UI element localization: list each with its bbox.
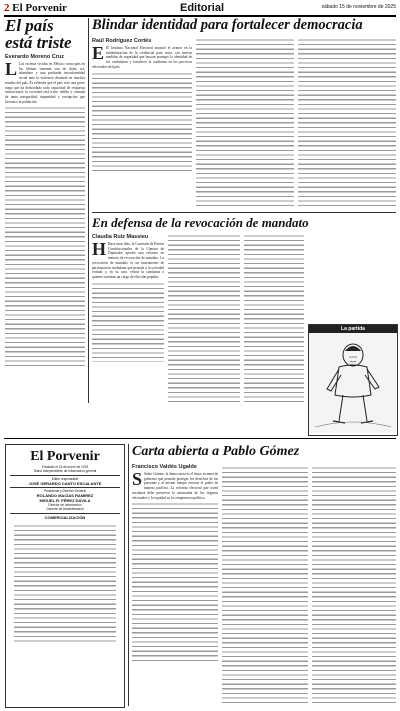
- newspaper-name: El Porvenir: [12, 2, 67, 14]
- center-article-text: El Instituto Nacional Electoral anunció el avance en la modernización de la credencial para votar, con nuevas medidas de seguridad que buscan proteger la identidad de los ciudadanos y fortalecer la confianza en los procesos electorales del país.: [92, 46, 192, 69]
- center-text-continuation-2: [196, 38, 294, 206]
- masthead-president-name: ROLANDO MACÍAS RAMÍREZ: [36, 493, 94, 499]
- revocacion-text: Hace unos días, la Comisión de Puntos Constitucionales de la Cámara de Diputados aprobó una reforma en materia de revocación de mandato. La revocación de mandato es un instrumento de participación ciudadana que permite a la sociedad evaluar y, en su caso, retirar la confianza a quienes ostentan un cargo de elección popular.: [92, 242, 164, 279]
- left-article-body: [5, 62, 85, 402]
- page-header-left: [4, 2, 67, 14]
- center-article-body-col2: [196, 38, 294, 206]
- masthead-fine-print-lines: [14, 524, 116, 644]
- masthead-logo: El Porvenir: [30, 449, 100, 464]
- masthead-admin-title: Gerente de Administración: [46, 507, 84, 512]
- bottom-article-body-col3: [312, 466, 396, 706]
- bottom-text-continuation-1: [132, 502, 218, 662]
- revocacion-text-continuation-3: [244, 234, 304, 404]
- left-article-text-continuation: [5, 106, 85, 366]
- masthead-separator: [10, 475, 120, 476]
- revocacion-headline: En defensa de la revocación de mandato: [92, 215, 309, 230]
- center-text-continuation-3: [298, 38, 396, 206]
- masthead-editor-name: JOSÉ GERARDO CANTÚ ESCALANTE: [28, 480, 102, 486]
- left-dropcap: L: [5, 62, 18, 79]
- bottom-article-text: Señor Gómez: la democracia es el único sistema de gobierno que permite proteger los derechos de las personas y al mismo tiempo renovar el poder de manera pacífica. La reforma electoral que usted encabeza debe preservar la autonomía de los órganos electorales y la equidad en la competencia política.: [132, 472, 218, 500]
- cartoon-illustration: [309, 333, 397, 433]
- center-article-headline: Blindar identidad para fortalecer democracia: [92, 17, 363, 33]
- masthead-info-director-title: Director de Información: [48, 503, 82, 508]
- column-divider-left: [88, 18, 89, 403]
- masthead-separator-2: [10, 487, 120, 488]
- bottom-text-continuation-3: [312, 466, 396, 706]
- center-text-continuation-1: [92, 72, 192, 172]
- masthead-editor-title: Editor responsable: [51, 476, 79, 481]
- left-headline-line1: El país: [5, 16, 54, 35]
- cartoon-title: La partida: [309, 325, 397, 333]
- masthead-commercial: COMERCIALIZACIÓN: [44, 514, 86, 520]
- center-article-author: Raúl Rodríguez Cortés: [92, 38, 152, 44]
- editorial-cartoon: [308, 324, 398, 436]
- page-number: 2: [4, 2, 10, 14]
- masthead-president-title: Presidente y Director General: [44, 489, 86, 494]
- revocacion-body-col1: [92, 242, 164, 404]
- left-headline-line2: está triste: [5, 33, 72, 52]
- revocacion-text-continuation-2: [168, 234, 240, 404]
- revocacion-text-continuation-1: [92, 282, 164, 362]
- section-name: Editorial: [180, 2, 225, 14]
- bottom-text-continuation-2: [222, 466, 308, 706]
- revocacion-author: Claudia Ruiz Massieu: [92, 234, 149, 240]
- mid-page-rule: [4, 438, 396, 439]
- issue-date: sábado 15 de noviembre de 2025: [321, 4, 396, 10]
- revocacion-dropcap: H: [92, 242, 107, 259]
- masthead-fine-print: [14, 524, 116, 644]
- center-article-bottom-rule: [92, 212, 396, 213]
- masthead-separator-3: [10, 513, 120, 514]
- left-article-author: Everardo Moreno Cruz: [5, 54, 64, 60]
- masthead-box: [5, 444, 125, 708]
- revocacion-body-col2: [168, 234, 240, 404]
- column-divider-bottom: [128, 444, 129, 706]
- revocacion-body-col3: [244, 234, 304, 404]
- center-article-body-col3: [298, 38, 396, 206]
- left-article-headline: [5, 17, 85, 51]
- left-article-text: Las escenas vividas en México como país en las últimas semanas son de dolor, ira, abandono y una profunda inconformidad social ante la violencia desatada en muchos estados del país. Es evidente que el país vive una grave etapa que ha desbordado toda capacidad de respuesta institucional; la sociedad está triste, dolida y cansada de tanta inseguridad, impunidad y corrupción que laceran a la población.: [5, 62, 85, 104]
- bottom-article-body-col1: [132, 472, 218, 706]
- masthead-info-director-name: MIGUEL R. PÉREZ DÁVILA: [39, 498, 91, 504]
- bottom-article-body-col2: [222, 466, 308, 706]
- bottom-article-author: Francisco Valdés Ugalde: [132, 464, 197, 470]
- center-article-body-col1: [92, 46, 192, 206]
- center-dropcap: E: [92, 46, 105, 63]
- bottom-dropcap: S: [132, 472, 143, 489]
- bottom-article-headline: Carta abierta a Pablo Gómez: [132, 444, 300, 459]
- masthead-founded: Fundado el 31 de enero de 1919: [41, 465, 89, 469]
- masthead-tagline: Diario independiente de información general: [33, 469, 97, 473]
